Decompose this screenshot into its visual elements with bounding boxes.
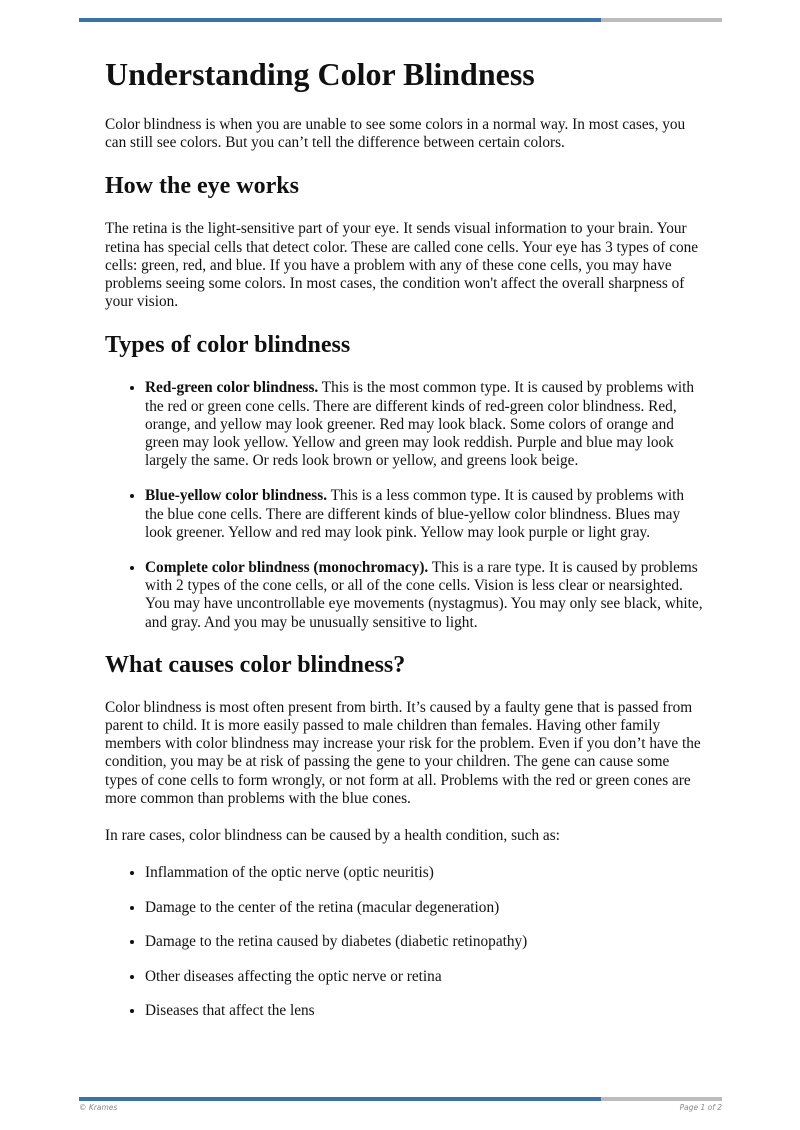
header-rule [79, 18, 722, 22]
intro-paragraph: Color blindness is when you are unable to see some colors in a normal way. In most cases, you can still see colors. But you can’t tell the difference between certain colors. [105, 116, 686, 152]
heading-causes: What causes color blindness? [105, 651, 406, 678]
page-footer [79, 1103, 722, 1112]
list-item: • Diseases that affect the lens [145, 1002, 705, 1020]
header-rule-gray [601, 18, 722, 22]
copyright: © Krames [79, 1103, 118, 1112]
list-item-term: Blue-yellow color blindness. [145, 487, 328, 505]
causes-list [105, 864, 705, 1020]
footer-rule [79, 1097, 722, 1101]
eye-paragraph: The retina is the light-sensitive part of your eye. It sends visual information to your brain. Your retina has special cells that detect color. These are called cone cells. Your eye has 3 types of cone cells: green, red, and blue. If you have a problem with any of these cone cells, you may have problems seeing some colors. In most cases, the condition won't affect the overall sharpness of your vision. [105, 220, 699, 311]
list-item [145, 487, 705, 542]
list-item: • Other diseases affecting the optic nerve or retina [145, 968, 705, 986]
list-item: • Damage to the retina caused by diabetes (diabetic retinopathy) [145, 933, 705, 951]
causes-lead: In rare cases, color blindness can be caused by a health condition, such as: [105, 827, 560, 845]
footer-rule-gray [601, 1097, 722, 1101]
heading-how-eye-works: How the eye works [105, 173, 299, 200]
causes-paragraph: Color blindness is most often present from birth. It’s caused by a faulty gene that is passed from parent to child. It is more easily passed to male children than females. Having other family members with color blindness may increase your risk for the problem. Even if you don’t have the condition, you may be at risk of passing the gene to your children. The gene can cause some types of cone cells to form wrongly, or not form at all. Problems with the red or green cones are more common than problems with the blue cones. [105, 698, 701, 807]
heading-types: Types of color blindness [105, 332, 351, 359]
list-item-text: This is a rare type. It is caused by problems with 2 types of the cone cells, or all of the cone cells. Vision is less clear or nearsighted. You may have uncontrollable eye movements (nystagmus). You may only see black, white, and gray. And you may be unusually sensitive to light. [145, 559, 703, 631]
list-item: • Damage to the center of the retina (macular degeneration) [145, 899, 705, 917]
list-item-text: This is the most common type. It is caused by problems with the red or green cone cells. There are different kinds of red-green color blindness. Red, orange, and yellow may look greener. Red may look black. Some colors of orange and green may look yellow. Yellow and green may look reddish. Purple and blue may look largely the same. Or reds look brown or yellow, and greens look beige. [145, 379, 694, 470]
page-title: Understanding Color Blindness [105, 56, 535, 92]
list-item-term: Red-green color blindness. [145, 379, 319, 397]
types-list [105, 379, 705, 631]
header-rule-accent [79, 18, 601, 22]
list-item: • Inflammation of the optic nerve (optic neuritis) [145, 864, 705, 882]
list-item-term: Complete color blindness (monochromacy). [145, 559, 429, 577]
document-body [105, 54, 705, 1038]
list-item [145, 559, 705, 632]
list-item-text: This is a less common type. It is caused by problems with the blue cone cells. There are different kinds of blue-yellow color blindness. Blues may look greener. Yellow and red may look pink. Yellow may look purple or light gray. [145, 487, 685, 541]
page-number: Page 1 of 2 [679, 1103, 722, 1112]
footer-rule-accent [79, 1097, 601, 1101]
list-item [145, 379, 705, 470]
